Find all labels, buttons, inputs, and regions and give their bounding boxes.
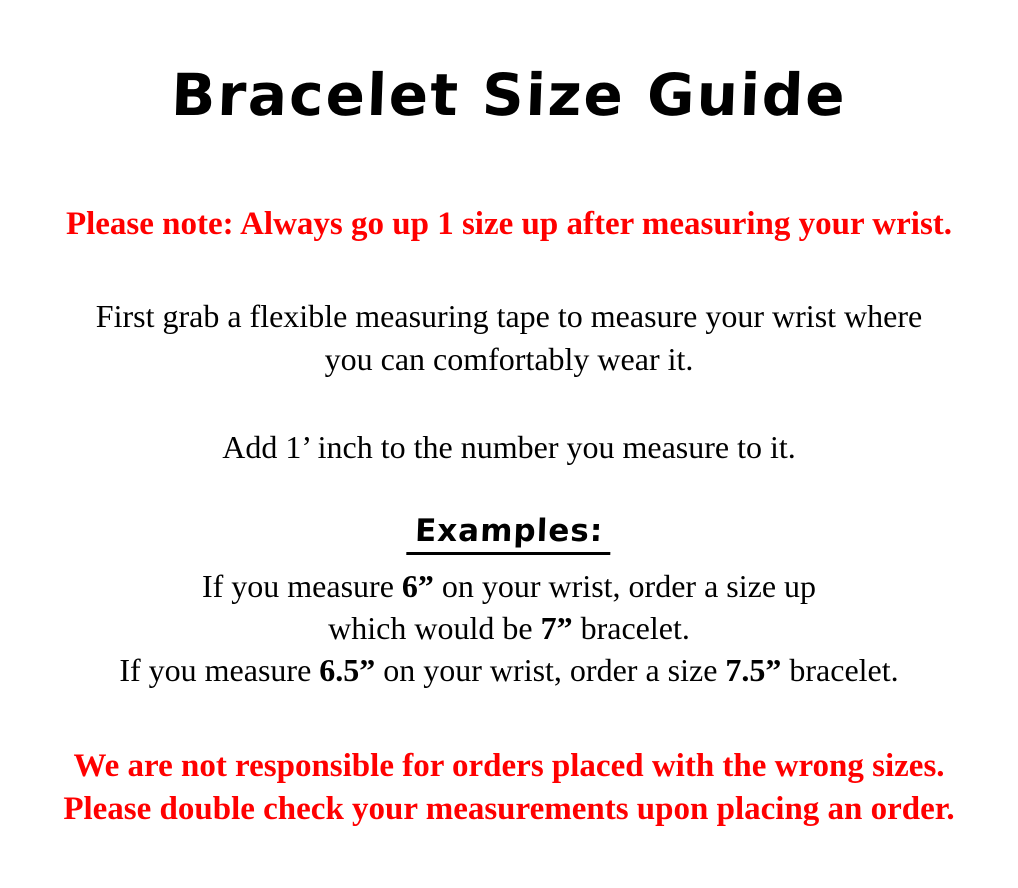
- examples-section: [0, 513, 1018, 555]
- disclaimer-line-2: Please double check your measurements upon placing an order.: [63, 790, 955, 827]
- example-size-6: 6”: [401, 567, 434, 604]
- measure-instruction: [0, 295, 1018, 381]
- example-line-2-post: bracelet.: [572, 609, 690, 646]
- examples-heading: Examples:: [406, 513, 612, 555]
- example-line-3-post: bracelet.: [781, 651, 899, 688]
- example-line-3: [119, 652, 898, 688]
- example-size-7: 7”: [540, 609, 573, 646]
- example-size-7-5: 7.5”: [725, 651, 782, 688]
- measure-instruction-line1: First grab a flexible measuring tape to measure your wrist where: [95, 297, 923, 334]
- example-line-1: [202, 568, 816, 604]
- add-inch-instruction: Add 1’ inch to the number you measure to it.: [222, 428, 796, 465]
- example-line-3-pre: If you measure: [119, 651, 320, 688]
- disclaimer: [0, 745, 1018, 831]
- example-line-1-pre: If you measure: [201, 567, 402, 604]
- page-title: Bracelet Size Guide: [170, 61, 848, 129]
- example-line-2-pre: which would be: [328, 609, 541, 646]
- example-line-3-mid: on your wrist, order a size: [375, 651, 726, 688]
- example-line-2: [328, 610, 690, 646]
- disclaimer-line-1: We are not responsible for orders placed with the wrong sizes.: [73, 747, 945, 784]
- example-line-1-post: on your wrist, order a size up: [433, 567, 817, 604]
- size-up-note: Please note: Always go up 1 size up after measuring your wrist.: [65, 205, 953, 242]
- example-size-6-5: 6.5”: [319, 651, 376, 688]
- measure-instruction-line2: you can comfortably wear it.: [324, 340, 694, 377]
- example-lines: [0, 565, 1018, 691]
